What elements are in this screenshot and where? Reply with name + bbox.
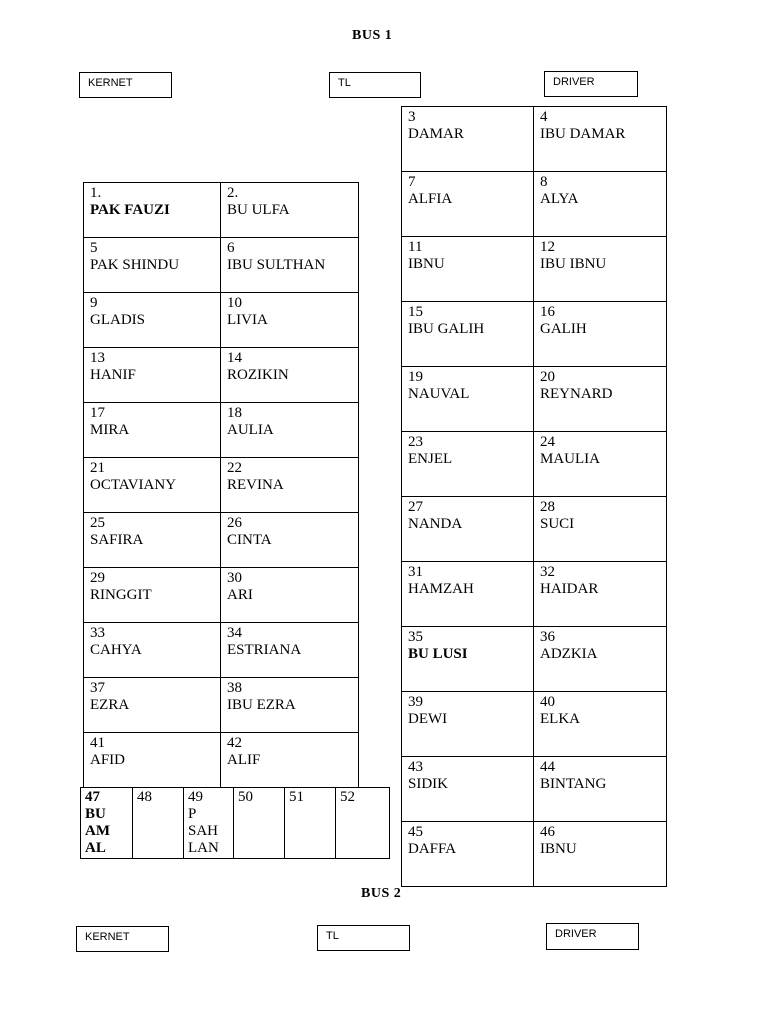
seat-number: 2. xyxy=(227,185,239,201)
seat-number: 19 xyxy=(408,369,423,385)
seat-row xyxy=(402,172,667,237)
right-seat-table xyxy=(401,106,667,887)
seat-cell xyxy=(402,172,534,237)
bus1-tl-box: TL xyxy=(329,72,421,98)
seat-cell xyxy=(534,302,667,367)
seat-number: 20 xyxy=(540,369,555,385)
seat-cell xyxy=(221,678,359,733)
seat-number: 22 xyxy=(227,460,242,476)
passenger-name-line: SAH xyxy=(188,823,219,839)
back-seat-cell xyxy=(234,788,285,859)
seat-number: 7 xyxy=(408,174,416,190)
seat-number: 35 xyxy=(408,629,423,645)
bus1-driver-box: DRIVER xyxy=(544,71,638,97)
seat-cell xyxy=(84,183,221,238)
seat-number: 43 xyxy=(408,759,423,775)
left-seat-table xyxy=(83,182,359,788)
passenger-name: OCTAVIANY xyxy=(90,477,177,493)
passenger-name: ELKA xyxy=(540,711,580,727)
seat-cell xyxy=(84,293,221,348)
seat-number: 13 xyxy=(90,350,105,366)
seat-row xyxy=(402,692,667,757)
passenger-name: CAHYA xyxy=(90,642,142,658)
back-row-table xyxy=(80,787,390,859)
seat-number: 27 xyxy=(408,499,423,515)
seat-cell xyxy=(534,627,667,692)
seat-number: 40 xyxy=(540,694,555,710)
passenger-name-line: AM xyxy=(85,823,110,839)
passenger-name: ALFIA xyxy=(408,191,453,207)
seat-cell xyxy=(534,172,667,237)
seat-cell xyxy=(402,497,534,562)
seat-cell xyxy=(221,348,359,403)
seat-number: 11 xyxy=(408,239,423,255)
passenger-name: DAFFA xyxy=(408,841,457,857)
passenger-name: HANIF xyxy=(90,367,136,383)
seat-row xyxy=(84,623,359,678)
passenger-name: NAUVAL xyxy=(408,386,470,402)
seat-cell xyxy=(84,623,221,678)
passenger-name: ARI xyxy=(227,587,253,603)
passenger-name: ESTRIANA xyxy=(227,642,302,658)
bus1-kernet-box: KERNET xyxy=(79,72,172,98)
passenger-name-line: AL xyxy=(85,840,106,856)
seat-cell xyxy=(221,733,359,788)
seat-cell xyxy=(84,238,221,293)
passenger-name: NANDA xyxy=(408,516,463,532)
seat-number: 15 xyxy=(408,304,423,320)
seat-cell xyxy=(534,497,667,562)
passenger-name: IBNU xyxy=(408,256,445,272)
passenger-name: ADZKIA xyxy=(540,646,598,662)
passenger-name: MAULIA xyxy=(540,451,600,467)
seat-number: 52 xyxy=(340,789,355,805)
seat-cell xyxy=(402,237,534,302)
seat-cell xyxy=(221,513,359,568)
passenger-name: BU LUSI xyxy=(408,646,468,662)
passenger-name: HAIDAR xyxy=(540,581,599,597)
seat-cell xyxy=(84,568,221,623)
seat-cell xyxy=(534,822,667,887)
seat-number: 34 xyxy=(227,625,242,641)
seat-row xyxy=(402,367,667,432)
seat-cell xyxy=(534,367,667,432)
bus1-title: BUS 1 xyxy=(352,28,393,43)
seat-cell xyxy=(221,568,359,623)
seat-cell xyxy=(221,458,359,513)
seat-number: 48 xyxy=(137,789,152,805)
seat-cell xyxy=(221,623,359,678)
passenger-name: SIDIK xyxy=(408,776,448,792)
passenger-name: PAK SHINDU xyxy=(90,257,180,273)
passenger-name-line: LAN xyxy=(188,840,219,856)
seat-row xyxy=(402,302,667,367)
seat-cell xyxy=(402,432,534,497)
passenger-name: ALYA xyxy=(540,191,579,207)
seat-number: 50 xyxy=(238,789,253,805)
seat-cell xyxy=(221,183,359,238)
seat-row xyxy=(84,403,359,458)
seat-cell xyxy=(84,513,221,568)
passenger-name: IBU GALIH xyxy=(408,321,485,337)
passenger-name: IBU EZRA xyxy=(227,697,296,713)
seat-cell xyxy=(534,562,667,627)
passenger-name: CINTA xyxy=(227,532,272,548)
seat-number: 51 xyxy=(289,789,304,805)
seat-row xyxy=(402,432,667,497)
seat-number: 32 xyxy=(540,564,555,580)
seat-number: 45 xyxy=(408,824,423,840)
seat-number: 8 xyxy=(540,174,548,190)
seat-number: 42 xyxy=(227,735,242,751)
seat-number: 36 xyxy=(540,629,555,645)
bus2-title: BUS 2 xyxy=(361,886,402,901)
seat-number: 5 xyxy=(90,240,98,256)
seat-number: 4 xyxy=(540,109,548,125)
bus2-driver-box: DRIVER xyxy=(546,923,639,950)
passenger-name-line: P xyxy=(188,806,197,822)
seat-row xyxy=(84,238,359,293)
seat-row xyxy=(84,293,359,348)
passenger-name: ENJEL xyxy=(408,451,453,467)
passenger-name: SAFIRA xyxy=(90,532,144,548)
seat-cell xyxy=(402,757,534,822)
seat-number: 28 xyxy=(540,499,555,515)
seat-row xyxy=(402,757,667,822)
seat-number: 39 xyxy=(408,694,423,710)
seat-row xyxy=(402,497,667,562)
back-seat-cell xyxy=(184,788,234,859)
passenger-name: SUCI xyxy=(540,516,575,532)
seat-cell xyxy=(534,432,667,497)
passenger-name: REVINA xyxy=(227,477,284,493)
seat-cell xyxy=(402,107,534,172)
seat-number: 44 xyxy=(540,759,555,775)
passenger-name: RINGGIT xyxy=(90,587,152,603)
passenger-name: IBNU xyxy=(540,841,577,857)
seat-number: 21 xyxy=(90,460,105,476)
seat-number: 9 xyxy=(90,295,98,311)
seat-number: 17 xyxy=(90,405,105,421)
seat-number: 37 xyxy=(90,680,105,696)
back-seat-cell xyxy=(336,788,390,859)
bus2-tl-box: TL xyxy=(317,925,410,951)
passenger-name: IBU IBNU xyxy=(540,256,607,272)
seat-number: 49 xyxy=(188,789,203,805)
seat-row xyxy=(84,568,359,623)
passenger-name: ROZIKIN xyxy=(227,367,289,383)
passenger-name: GALIH xyxy=(540,321,587,337)
seat-cell xyxy=(534,237,667,302)
passenger-name: BINTANG xyxy=(540,776,607,792)
seat-cell xyxy=(221,403,359,458)
seat-number: 33 xyxy=(90,625,105,641)
seat-cell xyxy=(402,627,534,692)
seat-number: 3 xyxy=(408,109,416,125)
passenger-name: HAMZAH xyxy=(408,581,474,597)
passenger-name: PAK FAUZI xyxy=(90,202,170,218)
seat-row xyxy=(84,458,359,513)
passenger-name: BU ULFA xyxy=(227,202,290,218)
seat-row xyxy=(402,627,667,692)
seat-row xyxy=(84,183,359,238)
passenger-name: AULIA xyxy=(227,422,274,438)
passenger-name: MIRA xyxy=(90,422,130,438)
passenger-name-line: BU xyxy=(85,806,106,822)
seat-row xyxy=(402,562,667,627)
seat-row xyxy=(84,348,359,403)
seat-number: 38 xyxy=(227,680,242,696)
seat-number: 18 xyxy=(227,405,242,421)
passenger-name: REYNARD xyxy=(540,386,613,402)
passenger-name: GLADIS xyxy=(90,312,145,328)
seat-cell xyxy=(221,293,359,348)
seat-cell xyxy=(84,678,221,733)
seat-number: 46 xyxy=(540,824,555,840)
seat-number: 23 xyxy=(408,434,423,450)
seat-cell xyxy=(402,302,534,367)
seat-number: 30 xyxy=(227,570,242,586)
seat-row xyxy=(402,107,667,172)
seat-cell xyxy=(402,692,534,757)
seat-number: 26 xyxy=(227,515,242,531)
seat-number: 24 xyxy=(540,434,555,450)
seat-number: 31 xyxy=(408,564,423,580)
passenger-name: IBU DAMAR xyxy=(540,126,626,142)
passenger-name: LIVIA xyxy=(227,312,268,328)
seat-cell xyxy=(534,692,667,757)
seat-row xyxy=(84,513,359,568)
seat-row xyxy=(84,678,359,733)
bus2-kernet-box: KERNET xyxy=(76,926,169,952)
seat-number: 12 xyxy=(540,239,555,255)
passenger-name: DAMAR xyxy=(408,126,464,142)
seat-cell xyxy=(402,562,534,627)
back-seat-cell xyxy=(133,788,184,859)
seat-number: 41 xyxy=(90,735,105,751)
passenger-name: EZRA xyxy=(90,697,130,713)
seat-number: 1. xyxy=(90,185,102,201)
passenger-name: ALIF xyxy=(227,752,261,768)
passenger-name: IBU SULTHAN xyxy=(227,257,326,273)
seat-number: 14 xyxy=(227,350,242,366)
seat-number: 16 xyxy=(540,304,555,320)
seat-cell xyxy=(402,822,534,887)
seat-cell xyxy=(84,348,221,403)
back-seat-cell xyxy=(285,788,336,859)
seat-row xyxy=(84,733,359,788)
seat-row xyxy=(402,822,667,887)
seat-number: 6 xyxy=(227,240,235,256)
seat-cell xyxy=(84,403,221,458)
seat-number: 25 xyxy=(90,515,105,531)
seat-cell xyxy=(84,733,221,788)
passenger-name: DEWI xyxy=(408,711,448,727)
seat-cell xyxy=(402,367,534,432)
passenger-name: AFID xyxy=(90,752,126,768)
seat-number: 10 xyxy=(227,295,242,311)
seat-cell xyxy=(84,458,221,513)
seat-cell xyxy=(534,107,667,172)
seat-number: 47 xyxy=(85,789,100,805)
back-seat-cell xyxy=(81,788,133,859)
seat-cell xyxy=(221,238,359,293)
seat-row xyxy=(402,237,667,302)
seat-number: 29 xyxy=(90,570,105,586)
seat-cell xyxy=(534,757,667,822)
